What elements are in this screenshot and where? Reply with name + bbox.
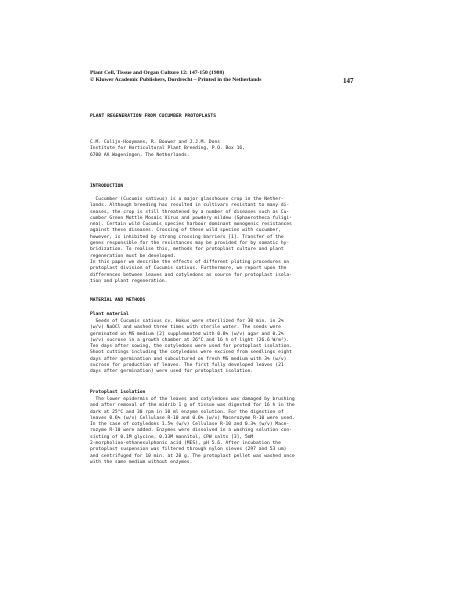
text-line: days after germination) were used for protoplast isolation. (90, 369, 254, 375)
text-line: and after removal of the midrib 1 g of tissue was digested for 16 h in the (90, 403, 295, 409)
section-heading-introduction: INTRODUCTION (90, 184, 124, 189)
text-line: differences between leaves and cotyledons as source for protoplast isola- (90, 272, 292, 278)
text-line: tion and plant regeneration. (90, 278, 168, 284)
text-line: protoplast division of Cucumis sativus. Furthermore, we report upon the (90, 266, 287, 272)
text-line: regeneration must be developed. (90, 253, 176, 259)
text-line: (w/v) NaOCl and washed three times with sterile water. The seeds were (90, 325, 281, 331)
plant-material-body (90, 319, 362, 376)
journal-header (90, 70, 310, 84)
introduction-body (90, 197, 362, 285)
text-line: genes responsible for the resistances may be provided for by somatic hy- (90, 241, 290, 247)
text-line: lands. Although breeding has resulted in cultivars resistant to many di- (90, 203, 290, 209)
section-heading-methods: MATERIAL AND METHODS (90, 298, 146, 303)
publisher-line: © Kluwer Academic Publishers, Dordrecht – Printed in the Netherlands (90, 77, 262, 83)
text-line: nea). Certain wild Cucumis species harbour dominant monogenic resistances (90, 222, 292, 228)
subheading-protoplast-isolation: Protoplast isolation (90, 390, 146, 395)
text-line: In the case of cotyledons 1.5% (w/v) Cellulase R-10 and 0.3% (w/v) Mace- (90, 422, 290, 428)
text-line: rozyme R-10 were added. Enzymes were dissolved in a washing solution con- (90, 428, 292, 434)
text-line: however, is inhibited by strong crossing barriers [1]. Transfer of the (90, 234, 284, 240)
text-line: sisting of 0.1M glycine, 0.33M mannitol, CPW salts [3], 5mM (90, 434, 254, 440)
text-line: sucrose for production of leaves. The first fully developed leaves (21 (90, 363, 284, 369)
text-line: leaves 0.6% (w/v) Cellulase R-10 and 0.6% (w/v) Macerozyme R-10 were used. (90, 415, 295, 421)
text-line: The lower epidermis of the leaves and cotyledons was damaged by brushing (90, 397, 295, 402)
text-line: and centrifuged for 10 min. at 20 g. The protoplast pellet was washed once (90, 453, 295, 459)
author-block (90, 140, 245, 159)
author-names: C.M. Colijn-Hooymans, R. Bouwer and J.J.M. Dons (90, 140, 220, 145)
text-line: cumber Green Mottle Mosaic Virus and powdery mildew (Sphaerotheca fuligi- (90, 215, 292, 221)
text-line: 2-morpholino-ethanesulphonic acid (MES), pH 5.6. After incubation the (90, 441, 281, 447)
text-line: dark at 25°C and 30 rpm in 10 ml enzyme solution. For the digestion of (90, 409, 284, 415)
text-line: (w/v) sucrose in a growth chamber at 26°C and 16 h of light (26.6 W/m²). (90, 337, 290, 343)
page-number: 147 (343, 77, 354, 85)
text-line: with the same medium without enzymes. (90, 459, 193, 465)
text-line: Shoot cuttings including the cotyledons were excised from seedlings eight (90, 350, 292, 356)
paper-title: PLANT REGENERATION FROM CUCUMBER PROTOPLASTS (90, 114, 217, 119)
text-line: bridization. To realise this, methods for protoplast culture and plant (90, 247, 284, 253)
text-line: days after germination and subcultured on fresh MS medium with 3% (w/v) (90, 356, 287, 362)
protoplast-isolation-body (90, 397, 362, 466)
text-line: against these diseases. Crossing of these wild species with cucumber, (90, 228, 281, 234)
subheading-plant-material: Plant material (90, 312, 129, 317)
affiliation-line: 6700 AA Wageningen, The Netherlands. (90, 152, 190, 158)
affiliation-line: Institute for Horticultural Plant Breeding, P.O. Box 16, (90, 146, 245, 152)
text-line: germinated on MS medium [2] supplemented with 0.8% (w/v) agar and 0.2% (90, 331, 284, 337)
journal-citation: Plant Cell, Tissue and Organ Culture 12: 147-150 (1988) (90, 70, 225, 76)
text-line: In this paper we describe the effects of different plating procedures on (90, 259, 290, 265)
text-line: Cucumber (Cucumis sativus) is a major glasshouse crop in the Nether- (90, 197, 284, 202)
text-line: Seeds of Cucumis sativus cv. Hokus were sterilized for 30 min. in 2% (90, 319, 284, 324)
text-line: Ten days after sowing, the cotyledons were used for protoplast isolation. (90, 344, 292, 350)
text-line: seases, the crop is still threatened by a number of diseases such as Cu- (90, 209, 290, 215)
text-line: protoplast suspension was filtered through nylon sieves (297 and 53 um) (90, 447, 287, 453)
